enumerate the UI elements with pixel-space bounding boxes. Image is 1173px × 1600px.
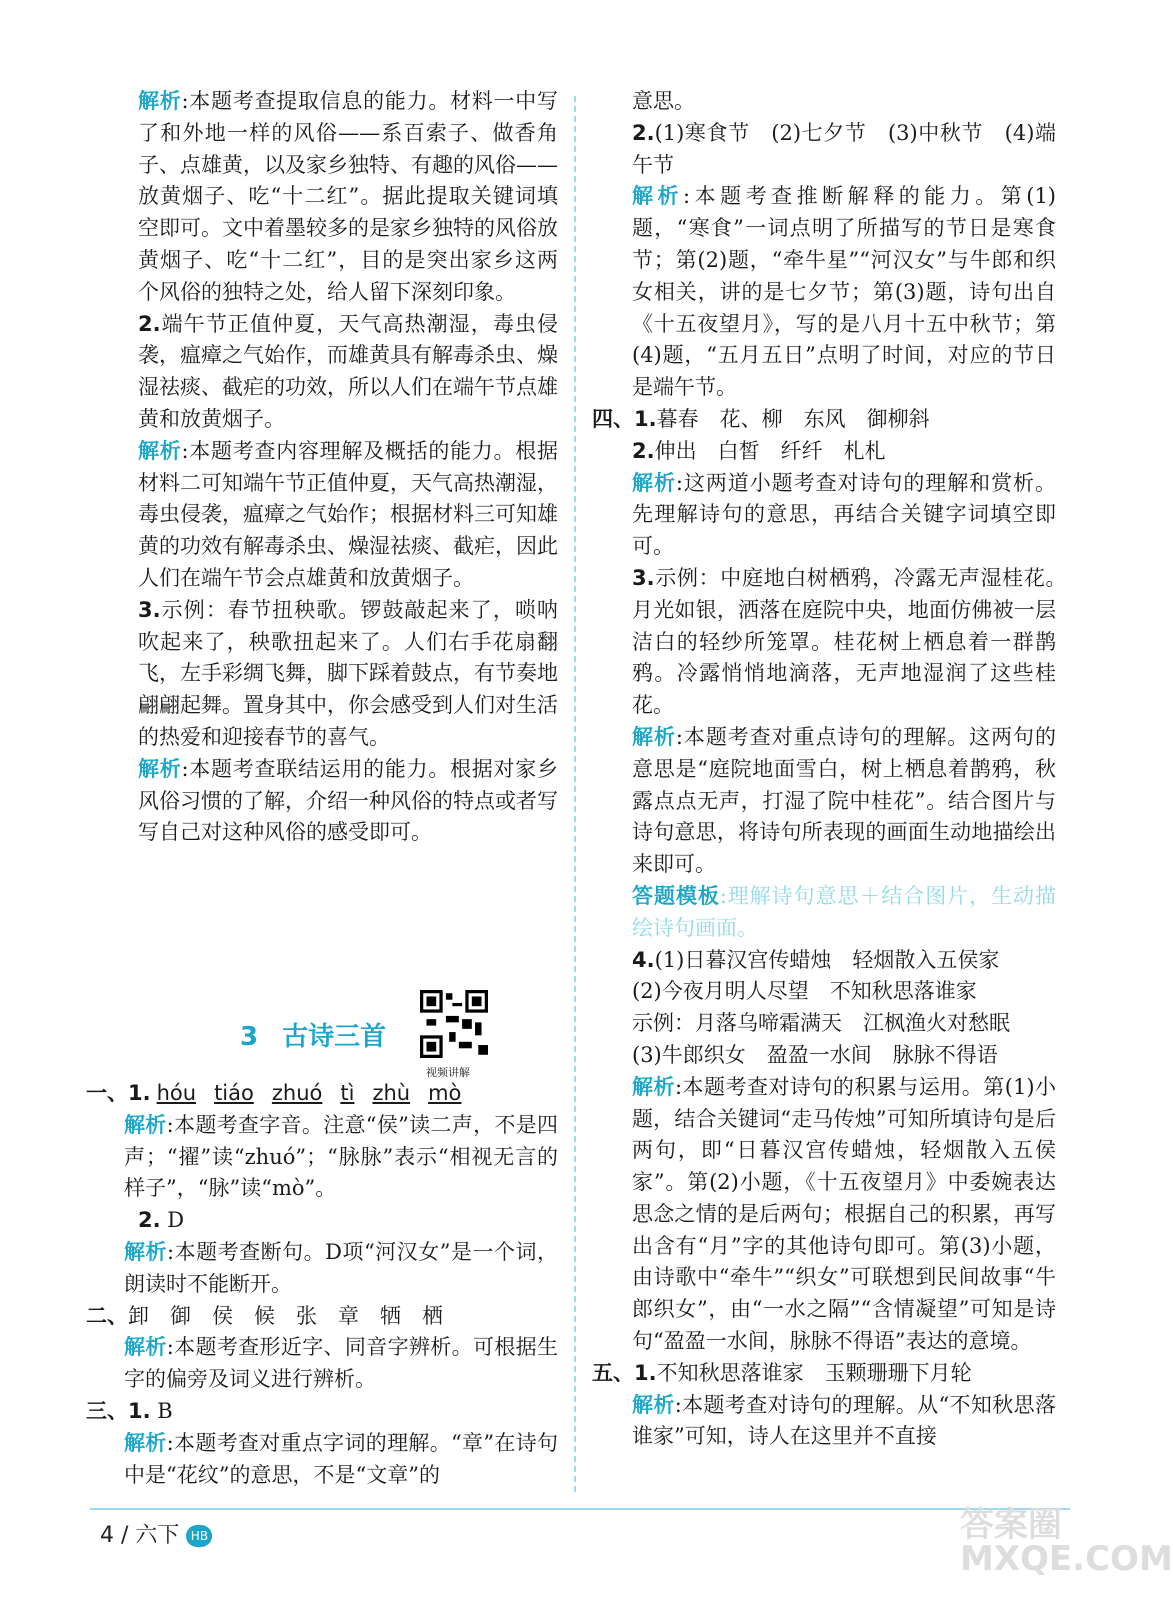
answer-line: (3)牛郎织女 盈盈一水间 脉脉不得语 xyxy=(632,1042,998,1067)
left-column-lower xyxy=(86,1078,559,1491)
answer-q3: 3.示例：春节扭秧歌。锣鼓敲起来了，唢呐吹起来了，秧歌扭起来了。人们右手花扇翻飞，左手彩绸飞舞，脚下踩着鼓点，有节奏地翩翩起舞。置身其中，你会感受到人们对生活的热爱和迎接春节的喜气。 xyxy=(138,597,558,749)
analysis-label: 解析 xyxy=(124,1112,167,1137)
analysis-paragraph: 解析:本题考查字音。注意“侯”读二声，不是四声；“擢”读“zhuó”；“脉脉”表示“相视无言的样子”，“脉”读“mò”。 xyxy=(124,1112,559,1201)
analysis-paragraph: 解析:本题考查提取信息的能力。材料一中写了和外地一样的风俗——系百索子、做香角子、点雄黄，以及家乡独特、有趣的风俗——放黄烟子、吃“十二红”。据此提取关键词填空即可。文中着墨较多的是家乡独特的风俗放黄烟子、吃“十二红”，目的是突出家乡这两个风俗的独特之处，给人留下深刻印象。 xyxy=(138,89,558,304)
answer-s4q4: 4.(1)日暮汉宫传蜡烛 轻烟散入五侯家 xyxy=(632,947,1000,972)
analysis-label: 解析 xyxy=(138,89,182,113)
answer-s1q2: 2. D xyxy=(138,1208,185,1233)
answer-line: 示例：月落乌啼霜满天 江枫渔火对愁眠 xyxy=(632,1011,1010,1036)
pinyin: tiáo xyxy=(214,1081,254,1105)
analysis-label: 解析 xyxy=(124,1335,167,1360)
analysis-label: 解析 xyxy=(632,724,676,749)
analysis-label: 解析 xyxy=(632,184,684,209)
analysis-label: 解析 xyxy=(124,1430,167,1455)
page-number: 4 xyxy=(100,1523,114,1548)
continued-text: 意思。 xyxy=(632,89,695,113)
answer-s4q3: 3.示例：中庭地白树栖鸦，冷露无声湿桂花。 月光如银，洒落在庭院中央，地面仿佛被一层洁白的轻纱所笼罩。桂花树上栖息着一群鹊鸦。冷露悄悄地滴落，无声地湿润了这些桂花。 xyxy=(632,565,1077,718)
analysis-paragraph: 解析:本题考查对重点字词的理解。“章”在诗句中是“花纹”的意思，不是“文章”的 xyxy=(124,1430,559,1487)
analysis-label: 解析 xyxy=(632,1392,675,1417)
pinyin: hóu xyxy=(156,1081,197,1105)
footer-rule xyxy=(90,1508,1070,1510)
pinyin: zhuó xyxy=(271,1081,323,1105)
analysis-paragraph: 解析:本题考查内容理解及概括的能力。根据材料二可知端午节正值仲夏，天气高热潮湿，毒虫侵袭，瘟瘴之气始作；根据材料三可知雄黄的功效有解毒杀虫、燥湿祛痰、截疟，因此人们在端午节会点雄黄和放黄烟子。 xyxy=(138,438,558,590)
answer-q2: 2.(1)寒食节 (2)七夕节 (3)中秋节 (4)端午节 xyxy=(632,120,1056,177)
analysis-paragraph: 解析:本题考查对诗句的理解。从“不知秋思落谁家”可知，诗人在这里并不直接 xyxy=(632,1392,1056,1449)
answer-template: 答题模板:理解诗句意思＋结合图片，生动描绘诗句画面。 xyxy=(632,883,1057,940)
analysis-label: 解析 xyxy=(138,438,182,463)
template-label: 答题模板 xyxy=(632,883,720,908)
right-column xyxy=(592,86,1077,1453)
section-1-q1: 一、1. hóu tiáo zhuó tì zhù mò xyxy=(86,1081,462,1105)
watermark: 答案圈 MXQE.COM xyxy=(960,1505,1173,1579)
section-3: 三、1. B xyxy=(86,1398,173,1423)
pinyin: tì xyxy=(340,1081,355,1105)
analysis-paragraph: 解析:本题考查断句。D项“河汉女”是一个词，朗读时不能断开。 xyxy=(124,1239,558,1296)
answer-line: (2)今夜月明人尽望 不知秋思落谁家 xyxy=(632,979,977,1004)
page-footer: 4 / 六下 HB xyxy=(100,1518,212,1549)
pinyin: mò xyxy=(428,1081,462,1105)
analysis-paragraph: 解析:本题考查对重点诗句的理解。这两句的意思是“庭院地面雪白，树上栖息着鹊鸦，秋露点点无声，打湿了院中桂花”。结合图片与诗句意思，将诗句所表现的画面生动地描绘出来即可。 xyxy=(632,724,1056,877)
section-4-q1: 四、1.暮春 花、柳 东风 御柳斜 xyxy=(592,406,930,431)
answer-q2: 2.端午节正值仲夏，天气高热潮湿，毒虫侵袭，瘟瘴之气始作，而雄黄具有解毒杀虫、燥湿祛痰、截疟的功效，所以人们在端午节点雄黄和放黄烟子。 xyxy=(138,311,558,431)
analysis-label: 解析 xyxy=(632,470,676,495)
section-5-q1: 五、1.不知秋思落谁家 玉颗珊珊下月轮 xyxy=(592,1360,972,1385)
left-column xyxy=(138,86,558,849)
section-2: 二、卸 御 侯 候 张 章 牺 栖 xyxy=(86,1303,443,1328)
analysis-paragraph: 解析:本题考查推断解释的能力。第(1)题，“寒食”一词点明了所描写的节日是寒食节；第(2)题，“牵牛星”“河汉女”与牛郎和织女相关，讲的是七夕节；第(3)题，诗句出自《十五夜望月》，写的是八月十五中秋节；第(4)题，“五月五日”点明了时间，对应的节日是端午节。 xyxy=(632,184,1057,400)
pinyin: zhù xyxy=(372,1081,411,1105)
analysis-label: 解析 xyxy=(632,1074,675,1099)
qr-code-icon[interactable] xyxy=(420,990,488,1058)
qr-label: 视频讲解 xyxy=(426,1066,470,1079)
analysis-paragraph: 解析:本题考查联结运用的能力。根据对家乡风俗习惯的了解，介绍一种风俗的特点或者写写自己对这种风俗的感受即可。 xyxy=(138,756,558,845)
analysis-label: 解析 xyxy=(138,756,182,781)
grade-label: 六下 xyxy=(135,1523,180,1548)
answer-s4q2: 2.伸出 白皙 纤纤 札札 xyxy=(632,438,886,463)
analysis-paragraph: 解析:这两道小题考查对诗句的理解和赏析。先理解诗句的意思，再结合关键字词填空即可。 xyxy=(632,470,1056,559)
lesson-heading: 3 古诗三首 xyxy=(240,1022,387,1052)
analysis-paragraph: 解析:本题考查形近字、同音字辨析。可根据生字的偏旁及词义进行辨析。 xyxy=(124,1335,559,1392)
analysis-paragraph: 解析:本题考查对诗句的积累与运用。第(1)小题，结合关键词“走马传烛”可知所填诗句是后两句，即“日暮汉宫传蜡烛，轻烟散入五侯家”。第(2)小题，《十五夜望月》中委婉表达思念之情的是后两句；根据自己的积累，再写出含有“月”字的其他诗句即可。第(3)小题，由诗歌中“牵牛”“织女”可联想到民间故事“牛郎织女”，由“一水之隔”“含情凝望”可知是诗句“盈盈一水间，脉脉不得语”表达的意境。 xyxy=(632,1074,1056,1354)
column-divider xyxy=(574,96,576,1492)
analysis-label: 解析 xyxy=(124,1239,168,1264)
edition-badge: HB xyxy=(186,1525,212,1547)
